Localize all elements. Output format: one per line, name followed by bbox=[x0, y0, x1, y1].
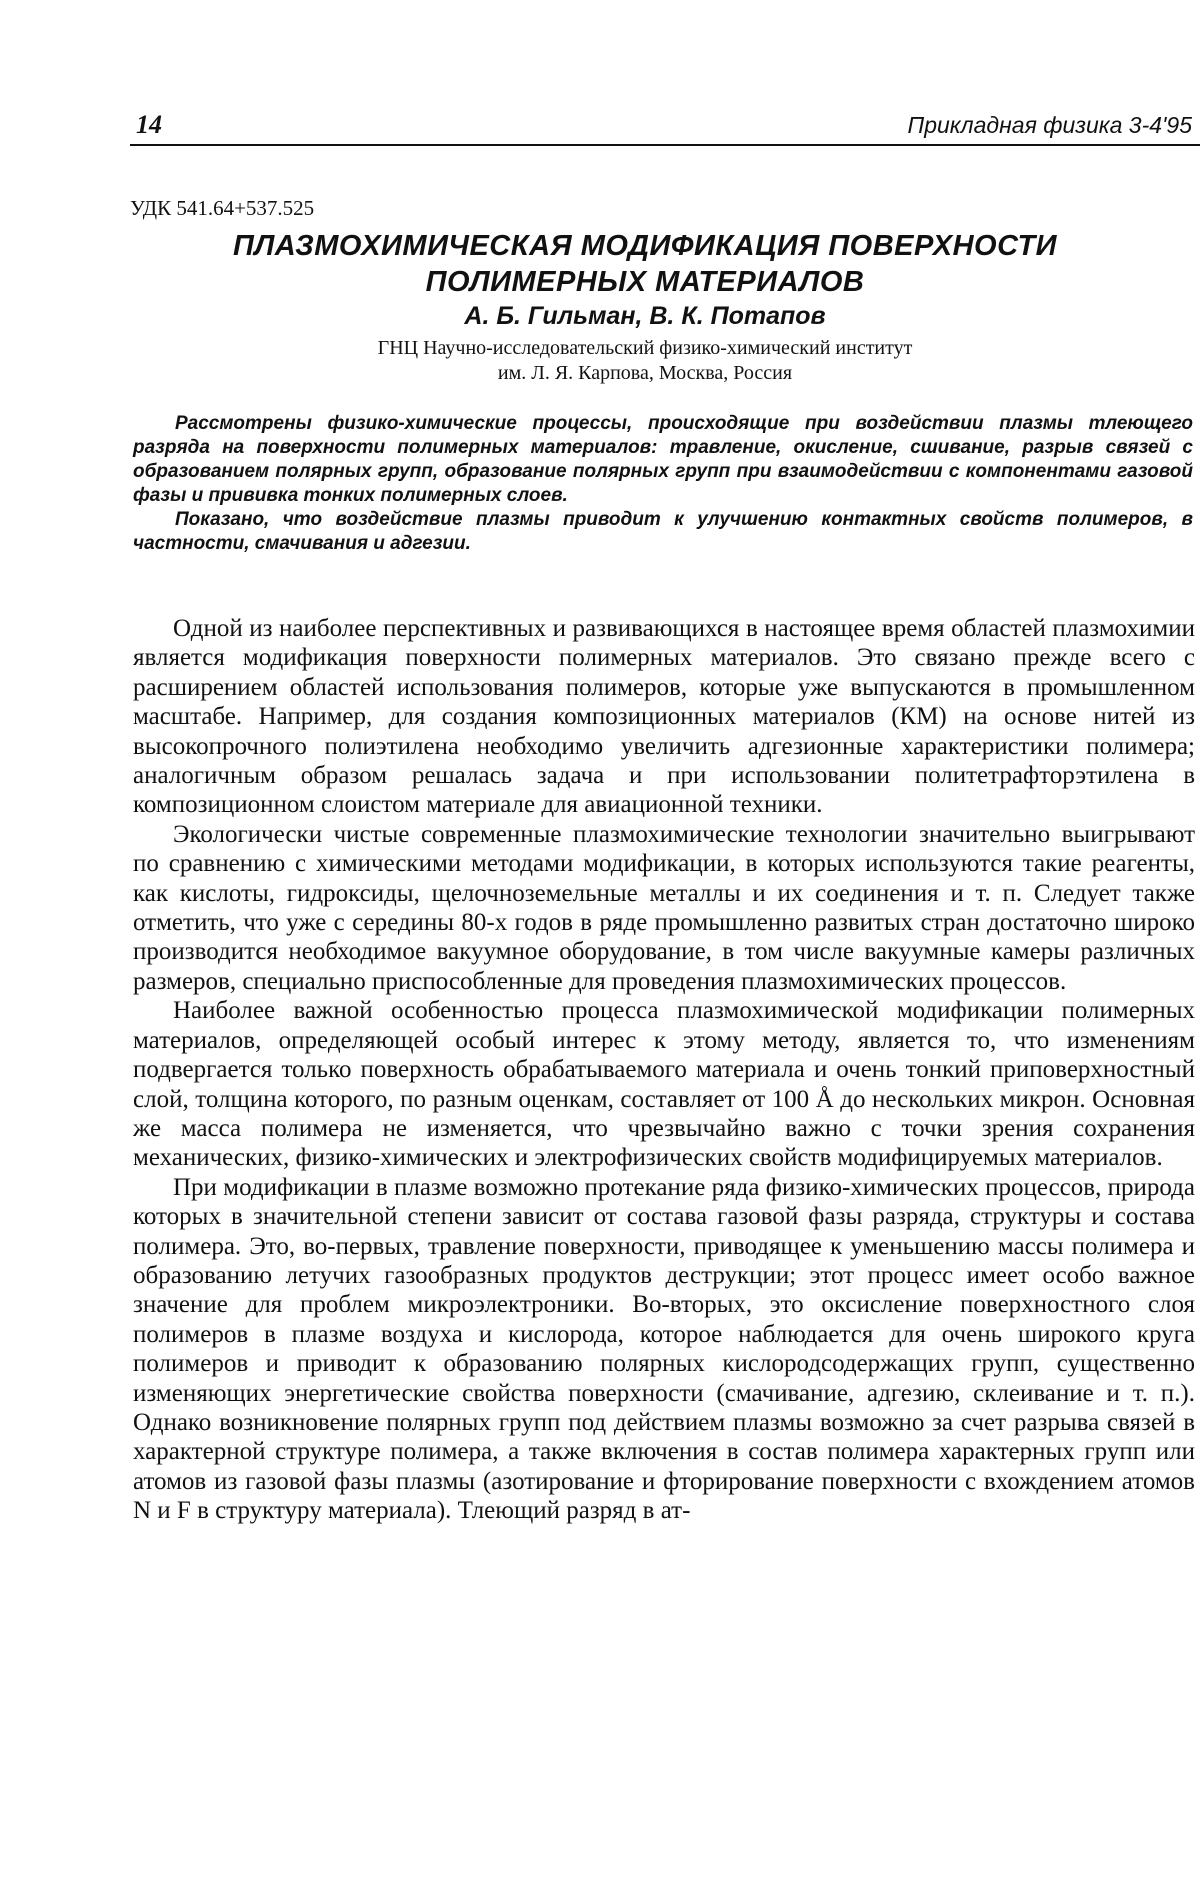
body-text bbox=[133, 614, 1195, 1526]
article-title bbox=[130, 228, 1160, 300]
article-title-line-2: ПОЛИМЕРНЫХ МАТЕРИАЛОВ bbox=[425, 266, 865, 298]
page-number: 14 bbox=[136, 110, 162, 139]
header-rule bbox=[130, 144, 1200, 146]
affiliation bbox=[130, 336, 1160, 386]
journal-name: Прикладная физика 3-4'95 bbox=[907, 112, 1192, 138]
authors: А. Б. Гильман, В. К. Потапов bbox=[464, 302, 826, 330]
affiliation-line-1: ГНЦ Научно-исследовательский физико-химический институт bbox=[377, 337, 913, 359]
body-paragraph-2: Экологически чистые современные плазмохимические технологии значительно выигрывают по сравнению с химическими методами модификации, в которых используются такие реагенты, как кислоты, гидроксиды, щелочноземельные металлы и их соединения и т. п. Следует также отметить, что уже с середины 80-х годов в ряде промышленно развитых стран достаточно широко производится необходимое вакуумное оборудование, в том числе вакуумные камеры различных размеров, специально приспособленные для проведения плазмохимических процессов. bbox=[133, 820, 1195, 995]
running-header bbox=[130, 108, 1200, 148]
abstract bbox=[133, 412, 1193, 556]
body-paragraph-3: Наиболее важной особенностью процесса плазмохимической модификации полимерных материалов, определяющей особый интерес к этому методу, является то, что изменениям подвергается только поверхность обрабатываемого материала и очень тонкий приповерхностный слой, толщина которого, по разным оценкам, составляет от 100 Å до нескольких микрон. Основная же масса полимера не изменяется, что чрезвычайно важно с точки зрения сохранения механических, физико-химических и электрофизических свойств модифицируемых материалов. bbox=[133, 997, 1195, 1172]
article-title-line-1: ПЛАЗМОХИМИЧЕСКАЯ МОДИФИКАЦИЯ ПОВЕРХНОСТИ bbox=[232, 230, 1058, 262]
udc-code: УДК 541.64+537.525 bbox=[130, 196, 315, 220]
abstract-paragraph-2: Показано, что воздействие плазмы приводит к улучшению контактных свойств полимеров, в частности, смачивания и адгезии. bbox=[133, 509, 1193, 554]
abstract-paragraph-1: Рассмотрены физико-химические процессы, происходящие при воздействии плазмы тлеющего разряда на поверхности полимерных материалов: травление, окисление, сшивание, разрыв связей с образованием полярных групп, образование полярных групп при взаимодействии с компонентами газовой фазы и прививка тонких полимерных слоев. bbox=[133, 413, 1193, 506]
body-paragraph-1: Одной из наиболее перспективных и развивающихся в настоящее время областей плазмохимии является модификация поверхности полимерных материалов. Это связано прежде всего с расширением областей использования полимеров, которые уже выпускаются в промышленном масштабе. Например, для создания композиционных материалов (КМ) на основе нитей из высокопрочного полиэтилена необходимо увеличить адгезионные характеристики полимера; аналогичным образом решалась задача и при использовании политетрафторэтилена в композиционном слоистом материале для авиационной техники. bbox=[133, 615, 1195, 819]
body-paragraph-4: При модификации в плазме возможно протекание ряда физико-химических процессов, природа которых в значительной степени зависит от состава газовой фазы разряда, структуры и состава полимера. Это, во-первых, травление поверхности, приводящее к уменьшению массы полимера и образованию летучих газообразных продуктов деструкции; этот процесс имеет особо важное значение для проблем микроэлектроники. Во-вторых, это оксисление поверхностного слоя полимеров в плазме воздуха и кислорода, которое наблюдается для очень широкого круга полимеров и приводит к образованию полярных кислородсодержащих групп, существенно изменяющих энергетические свойства поверхности (смачивание, адгезию, склеивание и т. п.). Однако возникновение полярных групп под действием плазмы возможно за счет разрыва связей в характерной структуре полимера, а также включения в состав полимера характерных групп или атомов из газовой фазы плазмы (азотирование и фторирование поверхности с вхождением атомов N и F в структуру материала). Тлеющий разряд в ат- bbox=[133, 1173, 1195, 1525]
affiliation-line-2: им. Л. Я. Карпова, Москва, Россия bbox=[497, 362, 793, 384]
